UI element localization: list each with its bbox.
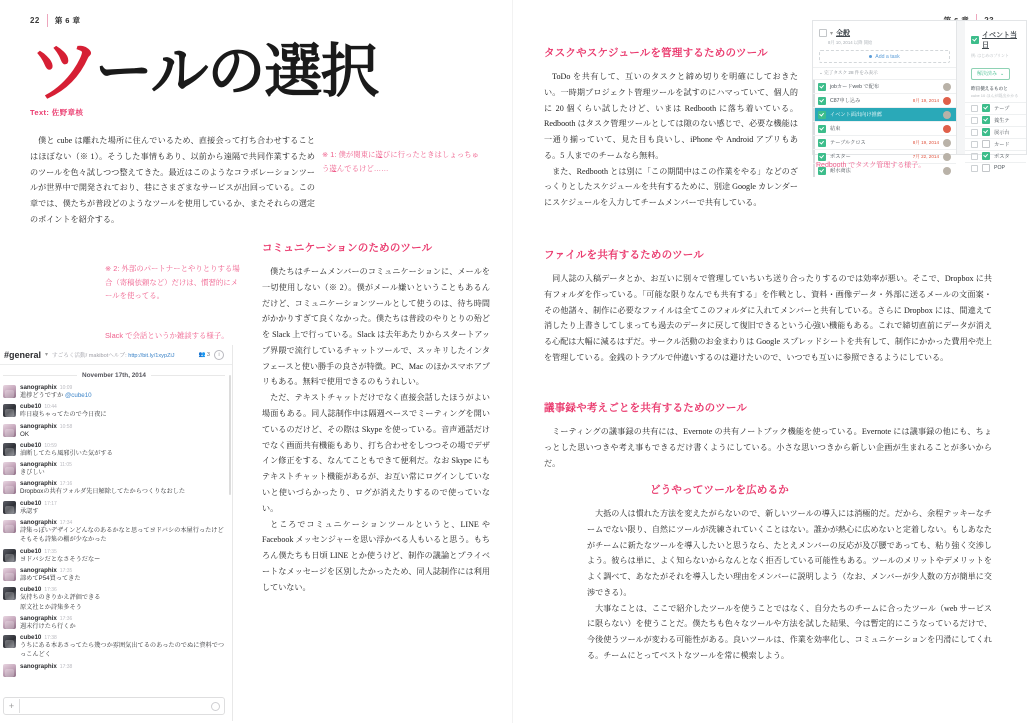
- slack-message-text: うちにある本あさってたら幾つか雰囲気出てるのあったのでぬに資料でつっこんどく: [20, 642, 225, 659]
- slack-timestamp: 17:36: [59, 615, 73, 622]
- slack-day-divider: [3, 372, 225, 379]
- slack-message-header: [20, 500, 57, 507]
- paragraph: 僕たちはチームメンバーのコミュニケーションに、メールを一切使用しない（※ 2）。僕がメール嫌いということもあるんだけど、コミュニケーションツールとして使うのは、待ち時間がかかりすぎて良くなかった。僕たちは普段のやりとりの殆どを Slack 上で行っている。Slack は去年あたりからスタートアップ界隈で流行しているチャットツールで、スッキリしたインタフェースと使い勝手の良さが特徴。PC、Mac のほかスマホアプリもある。無料で使用できるのもうれしい。: [262, 267, 490, 387]
- checkbox-icon[interactable]: [818, 125, 826, 133]
- avatar[interactable]: [3, 424, 16, 437]
- avatar[interactable]: [3, 404, 16, 417]
- spread-body: [587, 506, 992, 664]
- slack-timestamp: 17:38: [59, 663, 73, 670]
- slack-channel-name[interactable]: #general: [4, 349, 42, 360]
- task-due-date: 7月 22, 2014: [912, 153, 939, 159]
- avatar[interactable]: [943, 139, 951, 147]
- slack-message-text: きびしい: [20, 469, 45, 477]
- redbooth-detail-title: イベント当日: [982, 32, 1017, 49]
- divider-line: [151, 375, 225, 376]
- slack-message-header: [20, 461, 72, 468]
- slack-message: [3, 461, 225, 477]
- avatar[interactable]: [3, 616, 16, 629]
- redbooth-section-label: 昨日使えるものと: [971, 85, 1008, 91]
- slack-message: [3, 586, 225, 612]
- slack-message-header: [20, 442, 113, 449]
- page-title: [29, 31, 378, 111]
- slack-message-header: [20, 663, 72, 670]
- checkbox-icon[interactable]: [982, 128, 990, 136]
- paragraph: また、Redbooth とは別に「この期間中はこの作業をやる」などのざっくりとしたスケジュールを共有するために、別途 Google カレンダーにスケジュールを入力してチームメンバーで共有している。: [544, 166, 798, 208]
- checkbox-icon[interactable]: [818, 111, 826, 119]
- slack-message: [3, 423, 225, 439]
- avatar[interactable]: [943, 125, 951, 133]
- slack-timestamp: 10:44: [44, 404, 57, 411]
- slack-message-header: [20, 480, 185, 487]
- right-page: [512, 0, 1024, 723]
- communication-body: [262, 264, 490, 595]
- checkbox-icon[interactable]: [971, 36, 979, 44]
- redbooth-detail-panel: [965, 21, 1026, 171]
- lead-paragraph: 僕と cube は離れた場所に住んでいるため、直接会って打ち合わせすることはほぼない（※ 1）。そうした事情もあり、以前から遠隔で共同作業するためのツールを色々試しつつ整えてきた。最近はこのようなコラボレーションツールが世界中で開発されており、巷にさまざまなサービスが出回っている。この章では、僕たちが普段どのようなツールを使用しているか、またそれらの選定のポイントを紹介する。: [30, 136, 315, 224]
- subtask-name: ポスタ: [994, 153, 1010, 160]
- chevron-down-icon[interactable]: ▾: [830, 30, 834, 37]
- subtask-name: カード: [994, 141, 1010, 148]
- slack-scrollbar[interactable]: [229, 375, 231, 495]
- slack-username[interactable]: sanographix: [20, 566, 57, 574]
- avatar[interactable]: [3, 462, 16, 475]
- avatar[interactable]: [3, 501, 16, 514]
- checkbox-icon[interactable]: [982, 104, 990, 112]
- slack-channel-topic[interactable]: [52, 351, 195, 359]
- redbooth-subtask-row[interactable]: [965, 102, 1026, 114]
- slack-username[interactable]: sanographix: [20, 614, 57, 622]
- title-rest: ールの選択: [94, 39, 378, 104]
- paragraph: ところでコミュニケーションツールというと、LINE や Facebook メッセンジャーを思い浮かべる人もいると思う。もちろん僕たちも日頃 LINE とか使うけど、制作の議論とプライベートなメッセージを区別したかったため、同人誌制作には利用していない。: [262, 519, 490, 592]
- slack-timestamp: 17:38: [44, 635, 57, 642]
- checkbox-icon[interactable]: [982, 140, 990, 148]
- redbooth-caption: Redbooth でタスク管理する様子。: [816, 162, 926, 169]
- subtask-name: 養生テ: [994, 117, 1010, 124]
- paragraph: 大事なことは、ここで紹介したツールを使うことではなく、自分たちのチームに合ったツール（web サービスに限らない）を使うことだ。僕たちも色々なツールや方法を試した結果、今は暫定的にこうなっているだけで、今後使うツールが変わる可能性がある。良いツールは、作業を効率化し、コミュニケーションを円滑にしてくれる。チームにとってベストなツールを常に模索しよう。: [587, 603, 992, 661]
- slack-username[interactable]: sanographix: [20, 422, 57, 430]
- slack-message: [3, 384, 225, 400]
- task-heading: タスクやスケジュールを管理するためのツール: [544, 47, 768, 59]
- byline: Text: 佐野章核: [30, 108, 84, 117]
- task-color-bar: [813, 94, 815, 107]
- slack-username[interactable]: sanographix: [20, 461, 57, 469]
- slack-topic-text: すごろく活動/ makibotヘルプ:: [52, 352, 127, 359]
- avatar[interactable]: [3, 568, 16, 581]
- task-due-date: 8月 19, 2014: [912, 139, 939, 145]
- member-count-value: 3: [206, 351, 210, 358]
- slack-timestamp: 17:36: [44, 587, 57, 594]
- task-body: [544, 69, 798, 211]
- paragraph: 大抵の人は慣れた方法を変えたがらないので、新しいツールの導入には消極的だ。だから、余程テッキーなチームでない限り、自然にツールが洗練されていくことはない。誰かが熱心に広めないと定着しない。もしあなたがチームに新たなツールを導入したいと思うなら、たとえメンバーの反応が及び腰であっても、粘り強く交渉しよう。彼らは単に、よく知らないからなんとなく拒否している可能性もある。ツールのメリットやデメリットをよく調べて、あなたがそれを導入したい理由をメンバーに説明しよう（なお、メンバーが少人数の方が簡単に交渉できる）。: [587, 509, 992, 597]
- avatar[interactable]: [3, 481, 16, 494]
- slack-username[interactable]: cube10: [20, 403, 42, 411]
- slack-message: [3, 480, 225, 496]
- slack-message-text: 承認す: [20, 507, 39, 515]
- avatar[interactable]: [3, 443, 16, 456]
- redbooth-task-row[interactable]: [813, 135, 956, 149]
- file-body: [544, 271, 992, 366]
- title-block: [29, 31, 378, 118]
- folio-left: 22: [30, 16, 40, 25]
- slack-timestamp: 17:35: [59, 567, 73, 574]
- redbooth-task-row[interactable]: [813, 79, 956, 93]
- subtask-name: 展示台: [994, 129, 1010, 136]
- drag-handle-icon[interactable]: [971, 141, 978, 148]
- redbooth-list-title: 全般: [836, 30, 851, 37]
- file-section: [544, 247, 992, 366]
- slack-message: [3, 567, 225, 583]
- redbooth-task-row[interactable]: [813, 121, 956, 135]
- paragraph: ただ、テキストチャットだけでなく直接会話したほうがよい場面もある。同人誌制作中は隔週ペースでミーティングを開いているのだけど、その際は Skype を使っている。音声通話だけでなく画面共有機能もあり、打ち合わせをしつつその場でデザイン修正をする、なんてこともできて便利だ。なお Skype にもテキストチャット機能があるが、お互い常にログインしていないと使いづらかったり、ログが消えたりするので使っていない。: [262, 393, 490, 513]
- avatar[interactable]: [943, 97, 951, 105]
- avatar[interactable]: [943, 83, 951, 91]
- slack-message: [3, 634, 225, 660]
- slack-message-text: 気持ちのきりかえ評価できる: [20, 594, 101, 602]
- minutes-heading: 議事録や考えごとを共有するためのツール: [544, 402, 748, 414]
- slack-timestamp: 10:09: [59, 385, 73, 391]
- drag-handle-icon[interactable]: [971, 129, 978, 136]
- slack-timestamp: 17:17: [44, 500, 57, 507]
- paragraph: ミーティングの議事録の共有には、Evernote の共有ノートブック機能を使っている。Evernote には議事録の他にも、ちょっとした思いつきや考え事もできるだけ書くようにしている。小さな思いつきから新しい企画が生まれることが多いからだ。: [544, 427, 992, 468]
- lead-paragraph-block: [30, 133, 315, 228]
- drag-handle-icon[interactable]: [971, 117, 978, 124]
- slack-message-text: 油断してたら風邪引いた気がする: [20, 449, 113, 457]
- status-badge-label: 解決済み: [977, 71, 998, 77]
- communication-heading: コミュニケーションのためのツール: [262, 242, 433, 254]
- slack-message: [3, 548, 225, 564]
- slack-timestamp: 10:59: [44, 442, 57, 449]
- footnote-1: ※ 1: 僕が関東に遊びに行ったときはしょっちゅう遊んでるけど……: [322, 150, 479, 173]
- task-name: イベント面出向け推薦: [830, 112, 882, 118]
- slack-message-text: 諦めてP54買ってきた: [20, 574, 81, 582]
- redbooth-detail-subtitle: 例: はじめのプリント: [971, 53, 1010, 58]
- slack-message-header: [20, 384, 92, 391]
- redbooth-detail-title-row: [965, 21, 1026, 52]
- redbooth-subtask-row[interactable]: [965, 114, 1026, 126]
- avatar[interactable]: [3, 587, 16, 600]
- slack-timestamp: 17:35: [44, 548, 57, 555]
- subtask-name: テープ: [994, 105, 1010, 112]
- task-color-bar: [813, 136, 815, 149]
- avatar[interactable]: [3, 385, 16, 398]
- minutes-body: [544, 424, 992, 471]
- slack-message-text: ヨドバシだとなさそうだなー: [20, 555, 101, 563]
- add-task-label: Add a task: [875, 53, 900, 60]
- redbooth-subtask-row[interactable]: [965, 138, 1026, 150]
- chevron-down-icon: ⌄: [819, 70, 825, 75]
- task-color-bar: [813, 164, 815, 177]
- task-name: テーブルクロス: [830, 140, 866, 146]
- slack-message-text: 進捗どうですか @cube10: [20, 392, 92, 399]
- slack-timestamp: 10:58: [59, 423, 73, 430]
- slack-username[interactable]: sanographix: [20, 480, 57, 488]
- slack-username[interactable]: cube10: [20, 586, 42, 594]
- slack-message-text: 詩集っぽいデザインどんなのあるかなと思ってヨドバシの本屋行ったけどそもそも詩集の棚が少なかった: [20, 527, 224, 544]
- task-name: C87申し込み: [830, 98, 861, 104]
- plus-icon: [869, 55, 872, 58]
- chapter-label-left: 第 6 章: [54, 16, 81, 25]
- status-badge[interactable]: [971, 68, 1010, 80]
- slack-message-text: OK: [20, 430, 29, 438]
- slack-message-header: [20, 567, 81, 574]
- running-head-left: [30, 14, 80, 27]
- slack-message-header: [20, 615, 76, 622]
- divider-line: [3, 375, 77, 376]
- file-heading: ファイルを共有するためのツール: [544, 249, 705, 261]
- slack-mention[interactable]: @cube10: [65, 392, 92, 399]
- slack-timestamp: 17:16: [59, 481, 73, 488]
- slack-message-text: 週末行けたら行くか: [20, 622, 76, 630]
- slack-message: [3, 500, 225, 516]
- slack-message: [3, 519, 225, 545]
- add-attachment-icon[interactable]: +: [4, 699, 20, 713]
- redbooth-task-row[interactable]: [813, 93, 956, 107]
- slack-message: [3, 403, 225, 419]
- redbooth-section-sub: cube 10 ほんが既出かかる: [971, 92, 1019, 98]
- redbooth-group-label[interactable]: [813, 67, 956, 79]
- slack-message-text: 原文社とか詩集多そう: [20, 603, 82, 611]
- slack-username[interactable]: cube10: [20, 499, 42, 507]
- paragraph: 同人誌の入稿データとか、お互いに別々で管理していちいち送り合ったりするのでは効率が悪い。そこで、Dropbox に共有フォルダを作っている。「可能な限りなんでも共有する」を作戦とし、資料・画像データ・外部に送るメールの文面案・その他諸々、制作に必要なファイルは全てこのフォルダに入れてメンバーと共有している。さらに Dropbox には、間違えて消したり上書きしてしまっても過去のデータに戻して復旧できるという心強い機能もある。これで締切直前にデータが消える心配は大幅に減るはずだ。サークル活動のお金まわりは Google スプレッドシートを共有して、制作にかかった費用や売上を管理している。金銭のトラブルで仲違いするのは避けたいので、いつでも互いに参照できるようにしている。: [544, 274, 992, 362]
- slack-member-count[interactable]: [199, 352, 210, 358]
- left-page: [0, 0, 512, 723]
- slack-message-list[interactable]: [0, 372, 232, 708]
- title-accent-char: ツ: [29, 31, 100, 111]
- slack-message-header: [20, 586, 100, 593]
- emoji-icon[interactable]: [211, 702, 220, 711]
- slack-message: [3, 615, 225, 631]
- slack-username[interactable]: sanographix: [20, 662, 57, 670]
- footnote-2: ※ 2: 外部のパートナーとやりとりする場合（寄稿依頼など）だけは、慣習的にメールを使ってる。: [105, 264, 240, 301]
- slack-day-label: November 17th, 2014: [82, 372, 146, 379]
- slack-caption: Slack で会話というか雑談する様子。: [105, 331, 229, 340]
- slack-username[interactable]: sanographix: [20, 384, 57, 391]
- subtask-name: POP: [994, 165, 1005, 171]
- slack-username[interactable]: cube10: [20, 634, 42, 642]
- runhead-divider: [47, 14, 48, 27]
- drag-handle-icon[interactable]: [971, 105, 978, 112]
- checkbox-icon[interactable]: [818, 139, 826, 147]
- slack-message-header: [20, 548, 100, 555]
- avatar[interactable]: [3, 635, 16, 648]
- chevron-down-icon[interactable]: ▾: [45, 352, 49, 358]
- slack-message-header: [20, 423, 72, 430]
- checkbox-icon[interactable]: [818, 97, 826, 105]
- checkbox-icon[interactable]: [982, 116, 990, 124]
- drag-handle-icon[interactable]: [971, 153, 978, 160]
- slack-screenshot: [0, 345, 233, 721]
- slack-username[interactable]: sanographix: [20, 519, 57, 527]
- task-name: 耐水商法: [830, 168, 851, 174]
- slack-username[interactable]: cube10: [20, 441, 42, 449]
- spread-section: [587, 482, 992, 664]
- checkbox-icon[interactable]: [819, 29, 827, 37]
- group-label-text: 完了タスク 28 件をみ表示: [824, 70, 878, 75]
- slack-message: [3, 663, 225, 677]
- checkbox-icon[interactable]: [818, 83, 826, 91]
- chevron-down-icon: ⌄: [1000, 70, 1005, 77]
- slack-message-text: 昨日寝ちゃってたので今日夜に: [20, 411, 107, 419]
- redbooth-subtask-row[interactable]: [965, 126, 1026, 138]
- slack-channel-header: [0, 345, 232, 365]
- task-color-bar: [813, 80, 815, 93]
- people-icon: 👥: [198, 351, 206, 358]
- add-task-button[interactable]: [819, 50, 950, 63]
- avatar[interactable]: [943, 111, 951, 119]
- slack-message-header: [20, 634, 225, 641]
- redbooth-task-row[interactable]: [813, 107, 956, 121]
- slack-topic-link[interactable]: http://bit.ly/1xypZiJ: [128, 352, 175, 359]
- task-name: ポスター: [830, 154, 851, 160]
- slack-timestamp: 11:05: [59, 462, 72, 469]
- task-due-date: 8月 19, 2014: [912, 97, 939, 103]
- paragraph: ToDo を共有して、互いのタスクと締め切りを明確にしておきたい。一時期プロジェクト管理ツールを試すのにハマっていて、個人的に 20 個くらい試したけど、いまは Redbooth に落ち着いている。Redbooth はタスク管理ツールとしては隙のない感じで、必要な機能は一通り揃っていて、見た目も良いし、iPhone や Android アプリもある。5 人までのチームなら無料。: [544, 72, 798, 160]
- communication-section: [262, 240, 490, 595]
- slack-message-input[interactable]: [3, 697, 225, 715]
- task-color-bar: [813, 122, 815, 135]
- checkbox-icon[interactable]: [982, 152, 990, 160]
- avatar[interactable]: [3, 520, 16, 533]
- slack-message-text: Dropboxの共有フォルダ先日解除してたからつくりなおした: [20, 488, 186, 496]
- slack-timestamp: 17:34: [59, 520, 73, 527]
- redbooth-list-title-row: [813, 21, 956, 39]
- task-name: 結束: [830, 126, 841, 132]
- spread-heading: どうやってツールを広めるか: [650, 484, 790, 496]
- minutes-section: [544, 400, 992, 471]
- avatar[interactable]: [3, 549, 16, 562]
- task-color-bar: [813, 108, 815, 121]
- slack-message-header: [20, 519, 225, 526]
- task-color-bar: [813, 150, 815, 163]
- slack-message-header: [20, 403, 107, 410]
- slack-username[interactable]: cube10: [20, 547, 42, 555]
- info-icon[interactable]: i: [214, 350, 224, 360]
- avatar[interactable]: [3, 664, 16, 677]
- task-name: jobカードweb で配布: [830, 84, 880, 90]
- slack-message: [3, 442, 225, 458]
- redbooth-list-subtitle: 8月 10, 2014 以降 開始: [828, 40, 873, 45]
- task-section: [544, 45, 798, 211]
